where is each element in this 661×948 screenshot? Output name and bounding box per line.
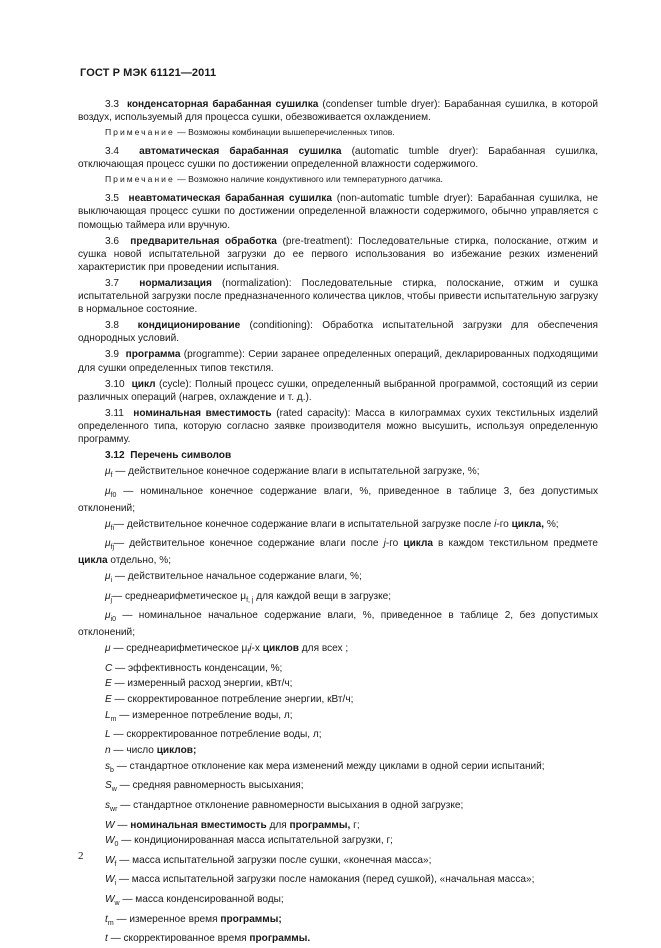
- definition-3-7: 3.7 нормализация (normalization): Последовательные стирка, полоскание, отжим и сушка испытательной загрузки после предназначенного количества циклов, чтобы привести испытательную загрузку в нормальное состояние.: [78, 277, 598, 316]
- page-header: ГОСТ Р МЭК 61121—2011: [80, 67, 217, 79]
- symbol-item: μ — среднеарифметическое $\mu_fi-х$ циклов для всех ;: [105, 643, 349, 657]
- page-number: 2: [78, 850, 84, 862]
- symbol-item: $t_m$ — измеренное время программы;: [105, 913, 282, 927]
- symbol-item: $\mu_f$ — действительное конечное содержание влаги в испытательной загрузке, %;: [105, 466, 480, 480]
- definition-3-8: 3.8 кондиционирование (conditioning): Обработка испытательной загрузки для обеспечения однородных условий.: [78, 320, 598, 345]
- symbol-item: $\mu_{i0}$ — номинальное начальное содержание влаги, %, приведенное в таблице 2, без допустимых отклонений;: [78, 610, 598, 639]
- definition-3-9: 3.9 программа (programme): Серии заранее определенных операций, декларированных подходящими для сушки определенных типов текстиля.: [78, 349, 598, 374]
- definition-3-3: 3.3 конденсаторная барабанная сушилка (condenser tumble dryer): Барабанная сушилка, в которой воздух, используемый для процесса сушки, обезвоживается охлаждением.: [78, 99, 598, 124]
- symbol-item: C — эффективность конденсации, %;: [105, 662, 283, 674]
- symbol-item: n — число циклов;: [105, 744, 197, 756]
- document-body: [78, 98, 598, 948]
- symbol-item: L — скорректированное потребление воды, л;: [105, 729, 322, 741]
- note-1: Примечание — Возможны комбинации вышеперечисленных типов.: [105, 127, 395, 138]
- definition-3-10: 3.10 цикл (cycle): Полный процесс сушки, определенный выбранной программой, состоящий из серии различных операций (нагрев, охлаждение и т. д.).: [78, 378, 598, 403]
- symbol-item: $s_b$ — стандартное отклонение как мера изменений между циклами в одной серии испытаний;: [105, 760, 545, 774]
- symbol-item: $s_{wr}$ — стандартное отклонение равномерности высыхания в одной загрузке;: [105, 799, 464, 813]
- symbol-item: E — скорректированное потребление энергии, кВт/ч;: [105, 693, 354, 705]
- symbols-list: [78, 465, 598, 945]
- note-2: Примечание — Возможно наличие кондуктивного или температурного датчика.: [105, 174, 443, 185]
- definition-3-6: 3.6 предварительная обработка (pre-treatment): Последовательные стирка, полоскание, отжим и сушка новой испытательной загрузки до ее первого использования во избежание резких изменений характеристик при проведении испытания.: [78, 235, 599, 273]
- symbol-item: E — измеренный расход энергии, кВт/ч;: [105, 678, 293, 690]
- symbol-item: $\mu_{f0}$ — номинальное конечное содержание влаги, %, приведенное в таблице 3, без допустимых отклонений;: [78, 485, 598, 514]
- symbols-heading: 3.12 Перечень символов: [105, 450, 232, 462]
- symbol-item: $\mu_j—$ среднеарифметическое $\mu_{f, j}$ для каждой вещи в загрузке;: [105, 590, 392, 604]
- symbol-item: t — скорректированное время программы.: [105, 933, 311, 945]
- symbol-item: $\mu_i$ — действительное начальное содержание влаги, %;: [105, 570, 362, 584]
- symbol-item: $S_w$ — средняя равномерность высыхания;: [105, 780, 304, 794]
- symbol-item: $W_w$ — масса конденсированной воды;: [105, 894, 284, 908]
- symbol-item: W — номинальная вместимость для программы, г;: [105, 819, 360, 831]
- symbol-item: $L_m$ — измеренное потребление воды, л;: [105, 709, 293, 723]
- definition-3-5: 3.5 неавтоматическая барабанная сушилка (non-automatic tumble dryer): Барабанная сушилка, не выключающая процесс сушки по достижении определенной влажности содержимого, обычно управляется с помощью таймера или вручную.: [78, 193, 598, 231]
- symbol-item: $W_f$ — масса испытательной загрузки после сушки, «конечная масса»;: [105, 854, 432, 868]
- definition-3-4: 3.4 автоматическая барабанная сушилка (automatic tumble dryer): Барабанная сушилка, отключающая процесс сушки по достижении определенной влажности содержимого.: [78, 146, 598, 171]
- symbol-item: $W_i$ — масса испытательной загрузки после намокания (перед сушкой), «начальная масса»;: [105, 874, 535, 888]
- symbol-item: $W_0$ — кондиционированная масса испытательной загрузки, г;: [105, 835, 393, 849]
- definition-3-11: 3.11 номинальная вместимость (rated capacity): Масса в килограммах сухих текстильных изделий определенного типа, которую согласно заявке производителя можно высушить, используя определенную программу.: [78, 407, 598, 445]
- symbol-item: $\mu_{fi}—$ действительное конечное содержание влаги в испытательной загрузке после i-го цикла, %;: [105, 518, 559, 532]
- symbol-item: $\mu_{fj}—$ действительное конечное содержание влаги после j-го цикла в каждом текстильном предмете цикла отдельно, %;: [78, 538, 599, 567]
